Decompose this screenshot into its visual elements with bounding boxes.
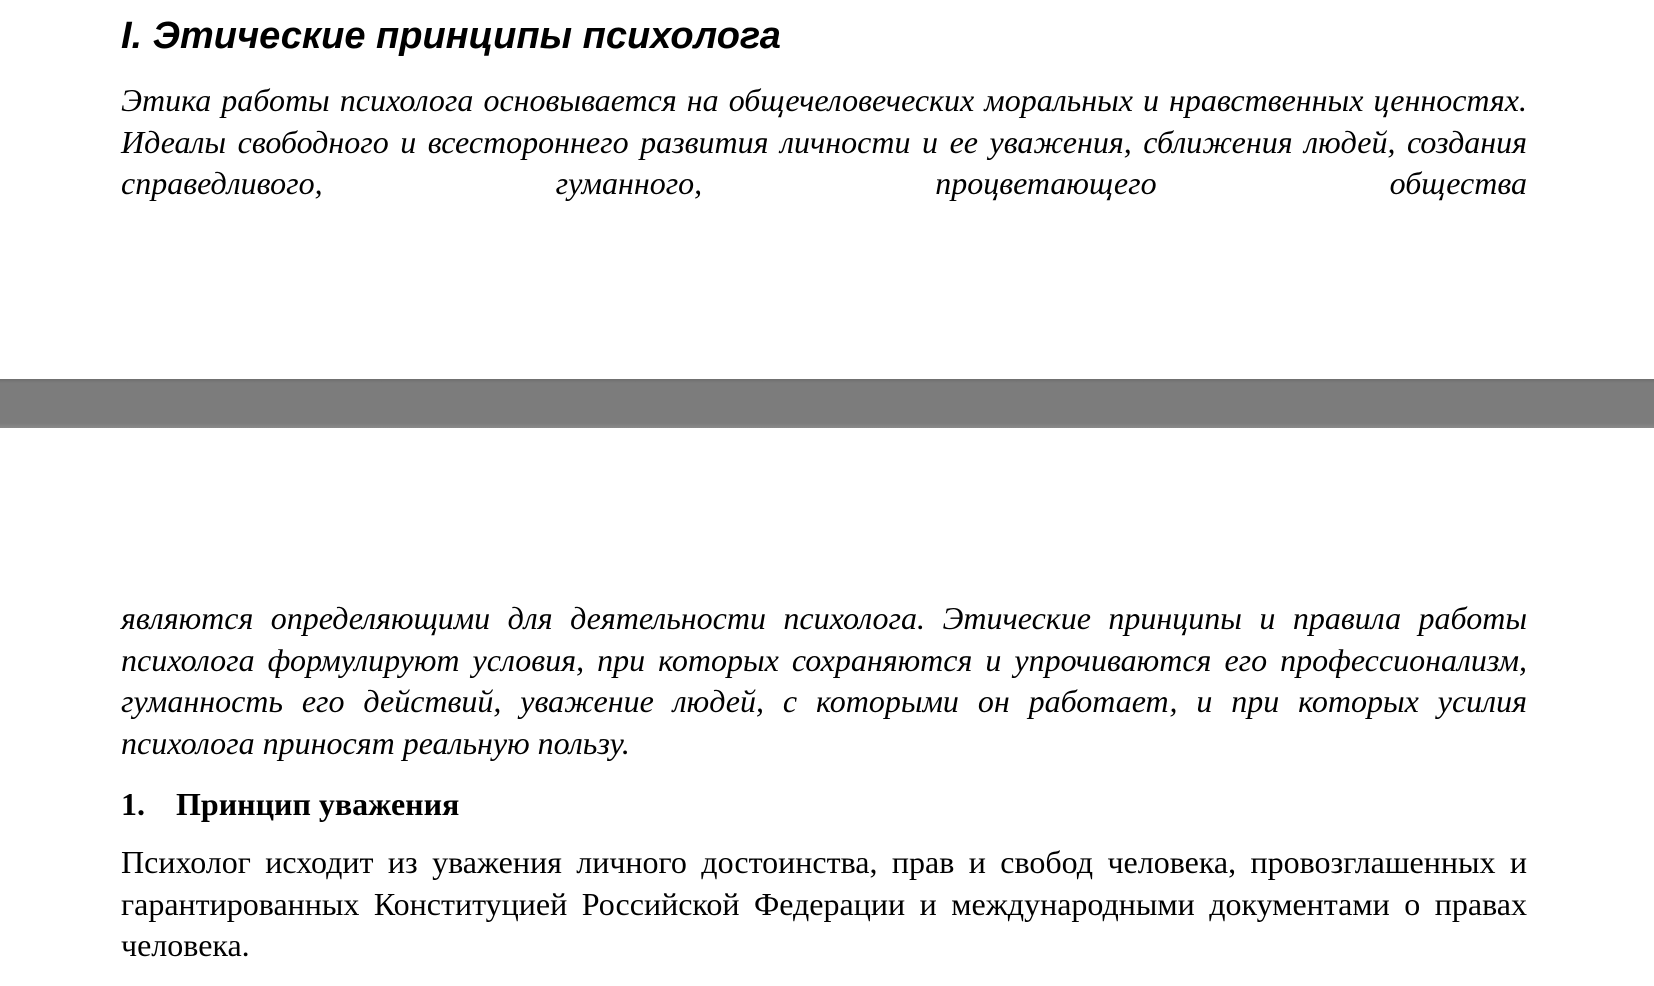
intro-paragraph-bottom: являются определяющими для деятельности психолога. Этические принципы и правила работы психолога формулируют условия, при которых сохраняются и упрочиваются его профессионализм, гуманность его действий, уважение людей, с которыми он работает, и при которых усилия психолога приносят реальную пользу.: [121, 600, 1527, 761]
page-top: [0, 0, 1654, 379]
section-heading: [121, 782, 1527, 826]
section-number: 1.: [121, 786, 145, 822]
section-paragraph: Психолог исходит из уважения личного достоинства, прав и свобод человека, провозглашенных и гарантированных Конституцией Российской Федерации и международными документами о правах человека.: [121, 844, 1527, 963]
page-separator: [0, 379, 1654, 428]
intro-paragraph-top: Этика работы психолога основывается на общечеловеческих моральных и нравственных ценностях. Идеалы свободного и всестороннего развития личности и ее уважения, сближения людей, создания справедливого, гуманного, процветающего общества: [121, 82, 1527, 201]
document-heading: I. Этические принципы психолога: [121, 15, 781, 57]
section-title: Принцип уважения: [176, 786, 460, 822]
